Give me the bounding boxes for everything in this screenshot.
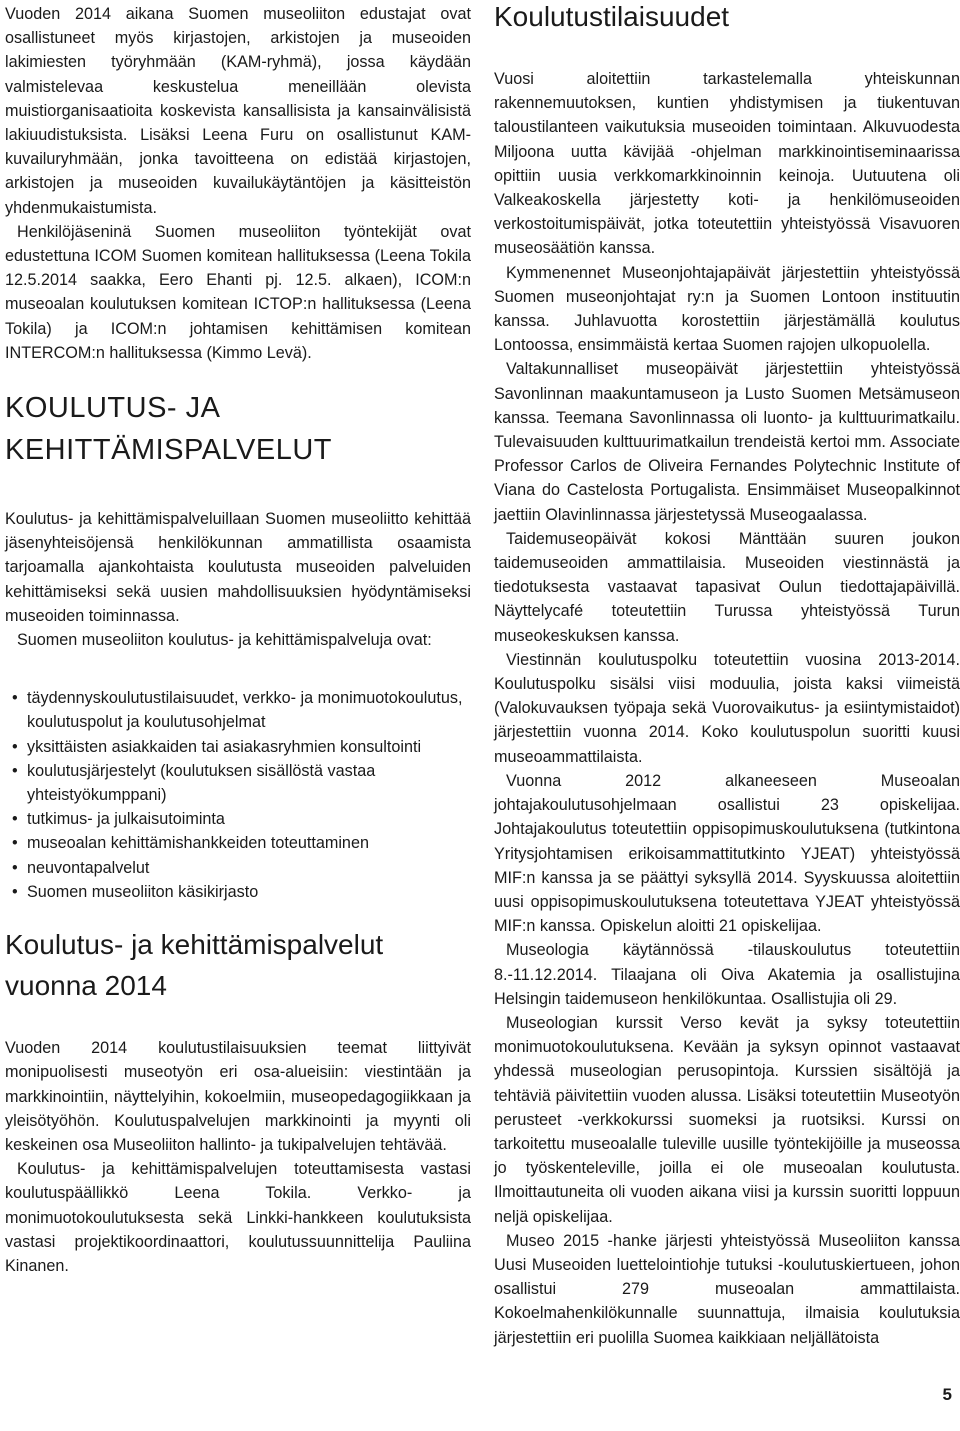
events-paragraph-7: Museologia käytännössä -tilauskoulutus toteutettiin 8.-11.12.2014. Tilaajana oli Oiva Akatemia ja osallistujina Helsingin taidemuseon henkilökuntaa. Osallistujia oli 29.: [494, 941, 960, 1008]
left-column: [5, 0, 471, 1278]
intro-paragraph-2: Henkilöjäseninä Suomen museoliiton työntekijät ovat edustettuna ICOM Suomen komitean hallituksessa (Leena Tokila 12.5.2014 saakka, Eero Ehanti pj. 12.5. alkaen), ICOM:n museoalan koulutuksen komitean ICTOP:n hallituksessa (Leena Tokila) ja ICOM:n johtamisen kehittämisen komitean INTERCOM:n hallituksessa (Kimmo Levä).: [5, 222, 471, 362]
section-heading-2014: Koulutus- ja kehittämispalvelut vuonna 2014: [5, 929, 384, 1002]
section-heading-events: Koulutustilaisuudet: [494, 1, 730, 32]
events-paragraph-1: Vuosi aloitettiin tarkastelemalla yhteiskunnan rakennemuutoksen, kuntien yhdistymisen ja tiukentuvan taloustilanteen vaikutuksia museoiden toimintaan. Alkuvuodesta Miljoona uutta kävijää -ohjelman markkinointiseminaarissa opittiin uusia verkkomarkkinoinnin keinoja. Uutuutena oli Valkeakoskella järjestetty koti- ja henkilömuseoiden verkostoitumispäivät, jotka toteutettiin yhteistyössä Visavuoren museosäätiön kanssa.: [494, 70, 960, 258]
section-heading-services: KOULUTUS- JA KEHITTÄMISPALVELUT: [5, 392, 332, 467]
events-paragraph-2: Kymmenennet Museonjohtajapäivät järjestettiin yhteistyössä Suomen museonjohtajat ry:n ja Suomen Lontoon instituutin kanssa. Juhlavuotta korostettiin järjestämällä koulutus Lontoossa, ensimmäistä kertaa Suomen rajojen ulkopuolella.: [494, 263, 960, 355]
events-paragraph-6: Vuonna 2012 alkaneeseen Museoalan johtajakoulutusohjelmaan osallistui 23 opiskelijaa. Johtajakoulutus toteutettiin oppisopimuskoulutuksena (tutkintona Yritysjohtamisen erikoisammattitutkinto YJEAT) yhteistyössä MIF:n kanssa ja se päättyi syksyllä 2014. Syyskuussa aloitettiin uusi oppisopimuskoulutuksena toteutettava YJEAT yhteistyössä MIF:n kanssa. Opiskelun aloitti 21 opiskelijaa.: [494, 771, 960, 936]
events-paragraph-5: Viestinnän koulutuspolku toteutettiin vuosina 2013-2014. Koulutuspolku sisälsi viisi moduulia, joista kaksi viimeistä (Valokuvauksen työpaja sekä Vuorovaikutus- ja esiintymistaidot) järjestettiin vuonna 2014. Koko koulutuspolun suoritti kuusi museoammattilaista.: [494, 650, 960, 766]
list-item: • koulutusjärjestelyt (koulutuksen sisällöstä vastaa yhteistyökumppani): [27, 759, 471, 807]
events-paragraph-3: Valtakunnalliset museopäivät järjestettiin yhteistyössä Savonlinnan maakuntamuseon ja Lusto Suomen Metsämuseon kanssa. Teemana Savonlinnassa oli luonto- ja kulttuurimatkailu. Tulevaisuuden kulttuurimatkailun trendeistä kertoi mm. Associate Professor Carlos de Oliveira Fernandes Polytechnic Institute of Viana do Castelosta Portugalista. Ensimmäiset Museopalkinnot jaettiin Olavinlinnassa järjestetyssä Museogaalassa.: [494, 360, 960, 524]
right-column: [494, 0, 960, 1350]
events-paragraph-4: Taidemuseopäivät kokosi Mänttään suuren joukon taidemuseoiden ammattilaisia. Museoiden viestinnästä ja tiedotuksesta vastaavat tapasivat Oulun tiedottajapäivillä. Näyttelycafé toteutettiin Turussa yhteistyössä Turun museokeskuksen kanssa.: [494, 529, 960, 645]
services-list: [5, 686, 471, 904]
list-item: • tutkimus- ja julkaisutoiminta: [27, 807, 471, 831]
page-number: 5: [942, 1385, 952, 1404]
list-item: • neuvontapalvelut: [27, 856, 471, 880]
services-paragraph-1: Koulutus- ja kehittämispalveluillaan Suomen museoliitto kehittää jäsenyhteisöjensä henkilökunnan ammatillista osaamista tarjoamalla ajankohtaista koulutusta museoiden palveluiden kehittämiseksi sekä uusien mahdollisuuksien hyödyntämiseksi museoiden toiminnassa.: [5, 510, 471, 625]
list-item: • museoalan kehittämishankkeiden toteuttaminen: [27, 831, 471, 855]
list-item: • täydennyskoulutustilaisuudet, verkko- ja monimuotokoulutus, koulutuspolut ja koulutusohjelmat: [27, 686, 471, 734]
events-paragraph-8: Museologian kurssit Verso kevät ja syksy toteutettiin monimuotokoulutuksena. Kevään ja syksyn opinnot vastaavat yhdessä museologian perusopintoja. Kurssien sisältöjä ja tehtäviä päivitettiin vuoden alussa. Lisäksi toteutettiin Museotyön perusteet -verkkokurssi suomeksi ja ruotsiksi. Kurssi on tarkoitettu museoalalle tuleville uusille työntekijöille ja museossa jo työskenteleville, joilla ei ole museoalan koulutusta. Ilmoittautuneita oli vuoden aikana viisi ja kurssin suoritti loppuun neljä opiskelijaa.: [494, 1013, 960, 1226]
list-item: • yksittäisten asiakkaiden tai asiakasryhmien konsultointi: [27, 735, 471, 759]
paragraph-2014-2: Koulutus- ja kehittämispalvelujen toteuttamisesta vastasi koulutuspäällikkö Leena Tokila. Verkko- ja monimuotokoulutuksesta sekä Linkki-hankkeen koulutuksista vastasi projektikoordinaattori, koulutussuunnittelija Pauliina Kinanen.: [5, 1160, 471, 1275]
services-paragraph-2: Suomen museoliiton koulutus- ja kehittämispalveluja ovat:: [17, 631, 432, 650]
events-paragraph-9: Museo 2015 -hanke järjesti yhteistyössä Museoliiton kanssa Uusi Museoiden luettelointiohje tutuksi -koulutuskiertueen, johon osallistui 279 museoalan ammattilaista. Kokoelmahenkilökunnalle suunnattuja, ilmaisia koulutuksia järjestettiin eri puolilla Suomea kaikkiaan neljällätoista: [494, 1231, 960, 1347]
intro-paragraph-1: Vuoden 2014 aikana Suomen museoliiton edustajat ovat osallistuneet myös kirjastojen, arkistojen ja museoiden lakimiesten työryhmään (KAM-ryhmä), jossa käydään valmistelevaa keskustelua meneillään olevista muistiorganisaatioita koskevista kansallisista ja kansainvälisistä lakiuudistuksista. Lisäksi Leena Furu on osallistunut KAM-kuvailuryhmään, jonka tavoitteena on edistää kirjastojen, arkistojen ja museoiden kuvailukäytäntöjen ja käsitteistön yhdenmukaistumista.: [5, 5, 471, 217]
paragraph-2014-1: Vuoden 2014 koulutustilaisuuksien teemat liittyivät monipuolisesti museotyön eri osa-alueisiin: viestintään ja markkinointiin, näyttelyihin, kokoelmiin, museopedagogiikkaan ja yleisötyöhön. Koulutuspalvelujen markkinointi ja myynti oli keskeinen osa Museoliiton hallinto- ja tukipalvelujen tehtävää.: [5, 1039, 471, 1154]
list-item: • Suomen museoliiton käsikirjasto: [27, 880, 471, 904]
